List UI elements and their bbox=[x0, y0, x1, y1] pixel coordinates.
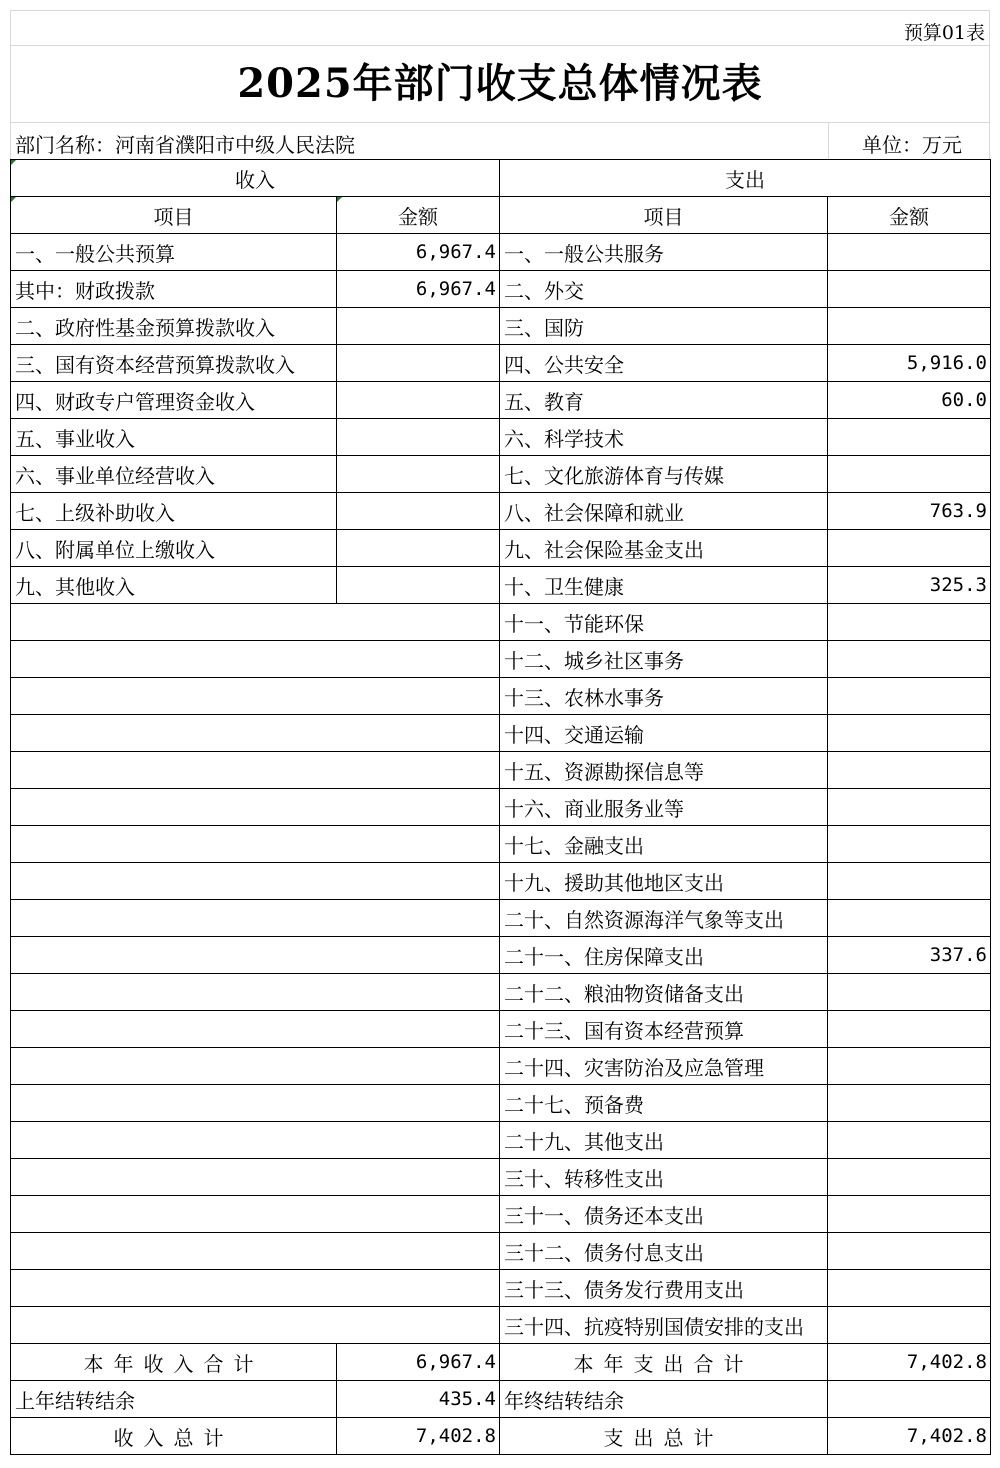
table-row bbox=[11, 1011, 991, 1048]
expense-amount bbox=[828, 308, 991, 345]
table-row bbox=[11, 641, 991, 678]
expense-amount bbox=[828, 789, 991, 826]
table-row bbox=[11, 493, 991, 530]
table-row bbox=[11, 604, 991, 641]
expense-amount bbox=[828, 530, 991, 567]
expense-amount bbox=[828, 419, 991, 456]
expense-item: 五、教育 bbox=[500, 382, 828, 419]
income-item: 一、一般公共预算 bbox=[11, 234, 337, 271]
income-blank-cell bbox=[11, 752, 500, 789]
income-amount bbox=[337, 456, 500, 493]
carryover-out-amount bbox=[828, 1381, 991, 1418]
expense-item: 二十、自然资源海洋气象等支出 bbox=[500, 900, 828, 937]
carryover-row bbox=[11, 1381, 991, 1418]
table-row bbox=[11, 1122, 991, 1159]
income-amount bbox=[337, 382, 500, 419]
income-amount bbox=[337, 493, 500, 530]
income-blank-cell bbox=[11, 1233, 500, 1270]
income-blank-cell bbox=[11, 863, 500, 900]
income-blank-cell bbox=[11, 715, 500, 752]
table-row bbox=[11, 234, 991, 271]
budget-table bbox=[10, 159, 991, 1455]
expense-item: 二十七、预备费 bbox=[500, 1085, 828, 1122]
table-row bbox=[11, 1048, 991, 1085]
expense-amount bbox=[828, 715, 991, 752]
income-item: 八、附属单位上缴收入 bbox=[11, 530, 337, 567]
expense-item: 二十三、国有资本经营预算 bbox=[500, 1011, 828, 1048]
expense-item: 十四、交通运输 bbox=[500, 715, 828, 752]
expense-amount: 337.6 bbox=[828, 937, 991, 974]
expense-amount bbox=[828, 1196, 991, 1233]
expense-item: 十六、商业服务业等 bbox=[500, 789, 828, 826]
income-amount bbox=[337, 345, 500, 382]
unit-cell bbox=[828, 123, 992, 159]
income-blank-cell bbox=[11, 1048, 500, 1085]
expense-item: 三十一、债务还本支出 bbox=[500, 1196, 828, 1233]
income-amount bbox=[337, 567, 500, 604]
year-income-label: 本年收入合计 bbox=[11, 1344, 337, 1381]
expense-item: 二、外交 bbox=[500, 271, 828, 308]
table-row bbox=[11, 1307, 991, 1344]
expense-item: 一、一般公共服务 bbox=[500, 234, 828, 271]
expense-amount bbox=[828, 1270, 991, 1307]
expense-item: 三十、转移性支出 bbox=[500, 1159, 828, 1196]
meta-row bbox=[10, 122, 990, 159]
table-row bbox=[11, 308, 991, 345]
table-row bbox=[11, 1233, 991, 1270]
year-expense-label: 本年支出合计 bbox=[500, 1344, 828, 1381]
year-income-amount: 6,967.4 bbox=[337, 1344, 500, 1381]
table-row bbox=[11, 715, 991, 752]
expense-item: 三十三、债务发行费用支出 bbox=[500, 1270, 828, 1307]
table-row bbox=[11, 382, 991, 419]
expense-item: 四、公共安全 bbox=[500, 345, 828, 382]
table-row bbox=[11, 678, 991, 715]
expense-item: 九、社会保险基金支出 bbox=[500, 530, 828, 567]
income-blank-cell bbox=[11, 1307, 500, 1344]
expense-item: 三十四、抗疫特别国债安排的支出 bbox=[500, 1307, 828, 1344]
income-blank-cell bbox=[11, 1270, 500, 1307]
income-blank-cell bbox=[11, 1159, 500, 1196]
expense-amount: 325.3 bbox=[828, 567, 991, 604]
expense-amount bbox=[828, 1048, 991, 1085]
carryover-out-label: 年终结转结余 bbox=[500, 1381, 828, 1418]
table-row bbox=[11, 937, 991, 974]
table-row bbox=[11, 1159, 991, 1196]
expense-amount-header: 金额 bbox=[828, 197, 991, 234]
table-row bbox=[11, 1085, 991, 1122]
expense-item: 七、文化旅游体育与传媒 bbox=[500, 456, 828, 493]
expense-section-header: 支出 bbox=[500, 160, 991, 197]
expense-amount bbox=[828, 1122, 991, 1159]
expense-item: 八、社会保障和就业 bbox=[500, 493, 828, 530]
expense-item: 十、卫生健康 bbox=[500, 567, 828, 604]
grand-total-row bbox=[11, 1418, 991, 1455]
income-blank-cell bbox=[11, 1196, 500, 1233]
expense-amount bbox=[828, 678, 991, 715]
year-expense-amount: 7,402.8 bbox=[828, 1344, 991, 1381]
expense-total-amount: 7,402.8 bbox=[828, 1418, 991, 1455]
form-number-row bbox=[10, 10, 990, 46]
carryover-in-label: 上年结转结余 bbox=[11, 1381, 337, 1418]
expense-amount: 763.9 bbox=[828, 493, 991, 530]
table-row bbox=[11, 900, 991, 937]
expense-item: 十三、农林水事务 bbox=[500, 678, 828, 715]
expense-amount bbox=[828, 234, 991, 271]
income-blank-cell bbox=[11, 826, 500, 863]
income-blank-cell bbox=[11, 1085, 500, 1122]
income-item-header: 项目 bbox=[11, 197, 337, 234]
expense-amount bbox=[828, 1159, 991, 1196]
table-row bbox=[11, 752, 991, 789]
table-row bbox=[11, 271, 991, 308]
expense-amount bbox=[828, 752, 991, 789]
column-header-row bbox=[11, 197, 991, 234]
income-item: 四、财政专户管理资金收入 bbox=[11, 382, 337, 419]
table-row bbox=[11, 974, 991, 1011]
carryover-in-amount: 435.4 bbox=[337, 1381, 500, 1418]
income-item: 二、政府性基金预算拨款收入 bbox=[11, 308, 337, 345]
income-amount bbox=[337, 308, 500, 345]
table-row bbox=[11, 826, 991, 863]
income-blank-cell bbox=[11, 1122, 500, 1159]
form-number: 预算01表 bbox=[903, 22, 985, 44]
expense-amount bbox=[828, 863, 991, 900]
page-title: 2025年部门收支总体情况表 bbox=[10, 46, 990, 122]
income-total-label: 收入总计 bbox=[11, 1418, 337, 1455]
expense-item: 二十一、住房保障支出 bbox=[500, 937, 828, 974]
section-header-row bbox=[11, 160, 991, 197]
expense-amount bbox=[828, 1233, 991, 1270]
income-amount bbox=[337, 419, 500, 456]
expense-item: 十九、援助其他地区支出 bbox=[500, 863, 828, 900]
expense-item: 三十二、债务付息支出 bbox=[500, 1233, 828, 1270]
expense-amount bbox=[828, 826, 991, 863]
table-row bbox=[11, 1196, 991, 1233]
table-row bbox=[11, 789, 991, 826]
income-item: 三、国有资本经营预算拨款收入 bbox=[11, 345, 337, 382]
table-row bbox=[11, 530, 991, 567]
income-item: 七、上级补助收入 bbox=[11, 493, 337, 530]
expense-item: 二十九、其他支出 bbox=[500, 1122, 828, 1159]
expense-amount bbox=[828, 604, 991, 641]
income-blank-cell bbox=[11, 604, 500, 641]
expense-item: 六、科学技术 bbox=[500, 419, 828, 456]
expense-item: 二十四、灾害防治及应急管理 bbox=[500, 1048, 828, 1085]
income-amount-header: 金额 bbox=[337, 197, 500, 234]
expense-item: 十五、资源勘探信息等 bbox=[500, 752, 828, 789]
expense-item: 十七、金融支出 bbox=[500, 826, 828, 863]
income-item: 五、事业收入 bbox=[11, 419, 337, 456]
expense-amount bbox=[828, 1085, 991, 1122]
expense-amount bbox=[828, 1307, 991, 1344]
expense-amount bbox=[828, 456, 991, 493]
expense-amount bbox=[828, 900, 991, 937]
income-blank-cell bbox=[11, 937, 500, 974]
table-row bbox=[11, 419, 991, 456]
income-blank-cell bbox=[11, 900, 500, 937]
income-blank-cell bbox=[11, 678, 500, 715]
income-blank-cell bbox=[11, 974, 500, 1011]
expense-item: 十一、节能环保 bbox=[500, 604, 828, 641]
department-name: 部门名称：河南省濮阳市中级人民法院 bbox=[15, 133, 355, 157]
year-total-row bbox=[11, 1344, 991, 1381]
income-amount bbox=[337, 530, 500, 567]
expense-amount: 5,916.0 bbox=[828, 345, 991, 382]
income-item: 九、其他收入 bbox=[11, 567, 337, 604]
income-amount: 6,967.4 bbox=[337, 271, 500, 308]
income-item: 六、事业单位经营收入 bbox=[11, 456, 337, 493]
expense-amount bbox=[828, 641, 991, 678]
income-amount: 6,967.4 bbox=[337, 234, 500, 271]
table-row bbox=[11, 345, 991, 382]
expense-item: 二十二、粮油物资储备支出 bbox=[500, 974, 828, 1011]
expense-amount: 60.0 bbox=[828, 382, 991, 419]
expense-amount bbox=[828, 271, 991, 308]
unit-label: 单位：万元 bbox=[862, 133, 962, 157]
expense-amount bbox=[828, 1011, 991, 1048]
income-total-amount: 7,402.8 bbox=[337, 1418, 500, 1455]
budget-sheet bbox=[10, 10, 990, 1455]
expense-item-header: 项目 bbox=[500, 197, 828, 234]
expense-amount bbox=[828, 974, 991, 1011]
income-section-header: 收入 bbox=[11, 160, 500, 197]
income-blank-cell bbox=[11, 1011, 500, 1048]
expense-item: 十二、城乡社区事务 bbox=[500, 641, 828, 678]
expense-total-label: 支出总计 bbox=[500, 1418, 828, 1455]
income-item: 其中：财政拨款 bbox=[11, 271, 337, 308]
expense-item: 三、国防 bbox=[500, 308, 828, 345]
table-row bbox=[11, 1270, 991, 1307]
income-blank-cell bbox=[11, 789, 500, 826]
table-row bbox=[11, 863, 991, 900]
table-row bbox=[11, 567, 991, 604]
income-blank-cell bbox=[11, 641, 500, 678]
table-row bbox=[11, 456, 991, 493]
